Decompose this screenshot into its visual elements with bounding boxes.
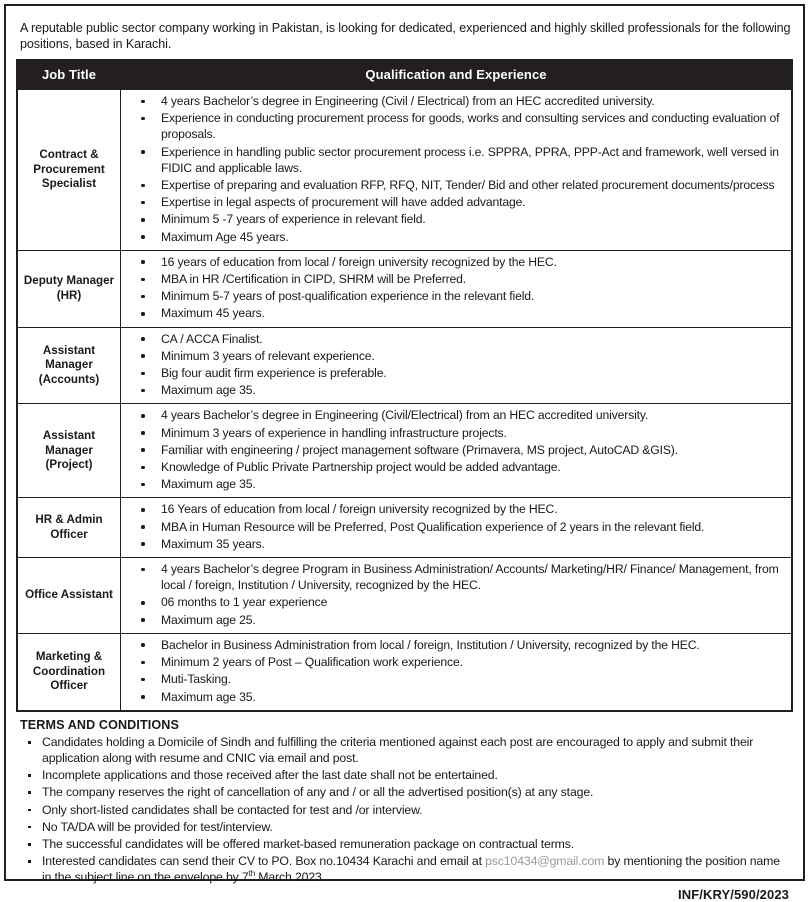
table-row — [17, 250, 792, 327]
requirement-item: Minimum 2 years of Post – Qualification work experience. — [161, 654, 785, 670]
requirement-item: Maximum age 35. — [161, 689, 785, 705]
requirement-item: Minimum 5 -7 years of experience in relevant field. — [161, 211, 785, 227]
job-title-cell: Assistant Manager (Project) — [17, 404, 121, 498]
terms-item: Only short-listed candidates shall be contacted for test and /or interview. — [42, 802, 789, 819]
reference-number: INF/KRY/590/2023 — [678, 887, 789, 902]
requirement-item: Experience in conducting procurement process for goods, works and consulting services and conducting evaluation of proposals. — [161, 110, 785, 142]
job-title-cell: Office Assistant — [17, 558, 121, 634]
column-header-qualification: Qualification and Experience — [121, 60, 793, 90]
qualification-cell — [121, 404, 793, 498]
requirement-item: Experience in handling public sector procurement process i.e. SPPRA, PPRA, PPP-Act and framework, well versed in FIDIC and applicable laws. — [161, 144, 785, 176]
terms-item-contact — [42, 853, 789, 886]
requirements-list — [125, 637, 785, 705]
requirement-item: Minimum 3 years of relevant experience. — [161, 348, 785, 364]
requirement-item: Knowledge of Public Private Partnership project would be added advantage. — [161, 459, 785, 475]
table-row — [17, 90, 792, 251]
table-body — [17, 90, 792, 711]
advertisement-frame — [4, 4, 805, 902]
job-title-cell: HR & Admin Officer — [17, 498, 121, 558]
requirements-list — [125, 93, 785, 245]
contact-text-before-email: Interested candidates can send their CV to PO. Box no.10434 Karachi and email at — [42, 853, 486, 868]
requirements-list — [125, 254, 785, 322]
qualification-cell — [121, 498, 793, 558]
requirements-list — [125, 501, 785, 552]
requirement-item: Minimum 3 years of experience in handling infrastructure projects. — [161, 425, 785, 441]
job-title-cell: Marketing & Coordination Officer — [17, 633, 121, 710]
terms-item: No TA/DA will be provided for test/interview. — [42, 819, 789, 836]
requirement-item: 4 years Bachelor’s degree in Engineering (Civil/Electrical) from an HEC accredited university. — [161, 407, 785, 423]
email-address[interactable]: psc10434@gmail.com — [485, 853, 605, 868]
requirement-item: Bachelor in Business Administration from local / foreign, Institution / University, recognized by the HEC. — [161, 637, 785, 653]
terms-item: The successful candidates will be offered market-based remuneration package on contractual terms. — [42, 836, 789, 853]
qualification-cell — [121, 90, 793, 251]
table-header — [17, 60, 792, 90]
requirement-item: Expertise of preparing and evaluation RFP, RFQ, NIT, Tender/ Bid and other related procurement documents/process — [161, 177, 785, 193]
requirements-list — [125, 331, 785, 399]
requirement-item: Maximum Age 45 years. — [161, 229, 785, 245]
requirement-item: Maximum 45 years. — [161, 305, 785, 321]
table-row — [17, 498, 792, 558]
intro-paragraph: A reputable public sector company working in Pakistan, is looking for dedicated, experienced and highly skilled professionals for the following positions, based in Karachi. — [20, 21, 791, 51]
terms-list — [16, 734, 793, 886]
requirement-item: Familiar with engineering / project management software (Primavera, MS project, AutoCAD &GIS). — [161, 442, 785, 458]
requirement-item: MBA in HR /Certification in CIPD, SHRM will be Preferred. — [161, 271, 785, 287]
column-header-job-title: Job Title — [17, 60, 121, 90]
requirement-item: 16 Years of education from local / foreign university recognized by the HEC. — [161, 501, 785, 517]
requirement-item: Expertise in legal aspects of procurement will have added advantage. — [161, 194, 785, 210]
job-title-cell: Contract & Procurement Specialist — [17, 90, 121, 251]
terms-heading: TERMS AND CONDITIONS — [20, 717, 179, 732]
terms-item: The company reserves the right of cancellation of any and / or all the advertised position(s) at any stage. — [42, 784, 789, 801]
table-row — [17, 327, 792, 404]
contact-deadline-tail: March 2023. — [255, 870, 325, 885]
terms-item: Candidates holding a Domicile of Sindh and fulfilling the criteria mentioned against each post are encouraged to apply and submit their application along with resume and CNIC via email and post. — [42, 734, 789, 767]
requirement-item: MBA in Human Resource will be Preferred, Post Qualification experience of 2 years in the relevant field. — [161, 519, 785, 535]
requirement-item: 4 years Bachelor’s degree in Engineering (Civil / Electrical) from an HEC accredited university. — [161, 93, 785, 109]
job-title-cell: Deputy Manager (HR) — [17, 250, 121, 327]
requirements-list — [125, 407, 785, 492]
job-title-cell: Assistant Manager (Accounts) — [17, 327, 121, 404]
qualification-cell — [121, 633, 793, 710]
requirement-item: Minimum 5-7 years of post-qualification experience in the relevant field. — [161, 288, 785, 304]
requirement-item: Big four audit firm experience is preferable. — [161, 365, 785, 381]
date-ordinal-suffix: th — [248, 869, 255, 879]
requirement-item: Maximum age 35. — [161, 382, 785, 398]
requirements-list — [125, 561, 785, 628]
qualification-cell — [121, 327, 793, 404]
requirement-item: Maximum 35 years. — [161, 536, 785, 552]
qualification-cell — [121, 558, 793, 634]
terms-item: Incomplete applications and those received after the last date shall not be entertained. — [42, 767, 789, 784]
table-row — [17, 558, 792, 634]
requirement-item: Muti-Tasking. — [161, 671, 785, 687]
requirement-item: 4 years Bachelor’s degree Program in Business Administration/ Accounts/ Marketing/HR/ Finance/ Management, from local / foreign, Institution / University, recognized by the HEC. — [161, 561, 785, 593]
requirement-item: 06 months to 1 year experience — [161, 594, 785, 610]
table-row — [17, 404, 792, 498]
contact-text-after-email: by mentioning the position name in the subject line on the envelope by 7 — [42, 853, 780, 885]
table-row — [17, 633, 792, 710]
table-header-row — [17, 60, 792, 90]
requirement-item: Maximum age 25. — [161, 612, 785, 628]
requirement-item: Maximum age 35. — [161, 476, 785, 492]
requirement-item: 16 years of education from local / foreign university recognized by the HEC. — [161, 254, 785, 270]
qualification-cell — [121, 250, 793, 327]
requirement-item: CA / ACCA Finalist. — [161, 331, 785, 347]
jobs-table — [16, 59, 793, 712]
